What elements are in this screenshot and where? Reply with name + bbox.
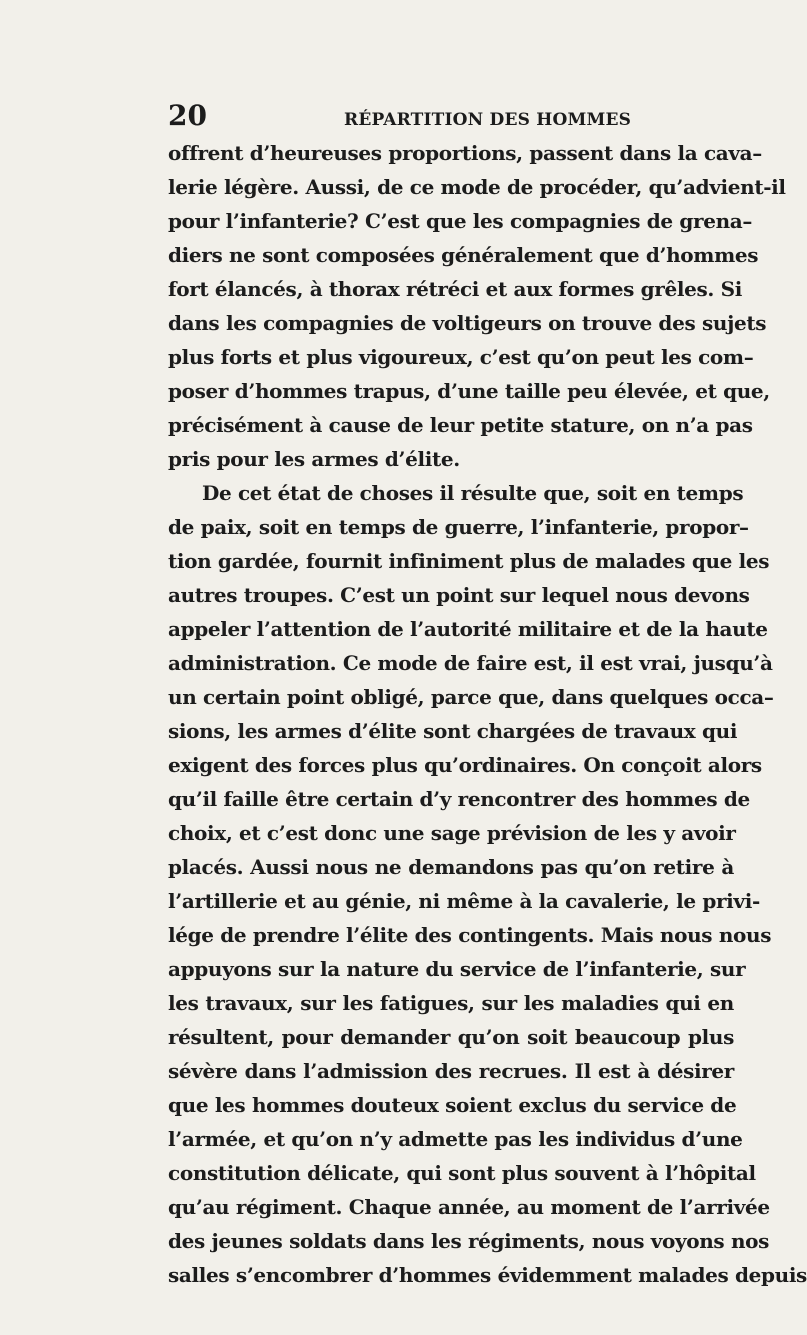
text-line: appuyons sur la nature du service de l’infanterie, sur — [168, 957, 746, 981]
text-line: salles s’encombrer d’hommes évidemment malades depuis — [168, 1263, 807, 1287]
text-line: lége de prendre l’élite des contingents. Mais nous nous — [168, 923, 772, 947]
text-line: offrent d’heureuses proportions, passent dans la cava– — [168, 141, 762, 165]
body-text — [168, 136, 807, 1287]
text-line: poser d’hommes trapus, d’une taille peu élevée, et que, — [168, 379, 770, 403]
text-line: appeler l’attention de l’autorité militaire et de la haute — [168, 617, 768, 641]
text-line: constitution délicate, qui sont plus souvent à l’hôpital — [168, 1161, 756, 1185]
text-line: lerie légère. Aussi, de ce mode de procéder, qu’advient-il — [168, 175, 786, 199]
page-header — [168, 96, 728, 136]
text-line: qu’il faille être certain d’y rencontrer des hommes de — [168, 787, 750, 811]
running-title: RÉPARTITION DES HOMMES — [344, 110, 632, 130]
text-line: l’armée, et qu’on n’y admette pas les individus d’une — [168, 1127, 743, 1151]
text-line: les travaux, sur les fatigues, sur les maladies qui en — [168, 991, 734, 1015]
text-line: que les hommes douteux soient exclus du service de — [168, 1093, 737, 1117]
text-line: autres troupes. C’est un point sur lequel nous devons — [168, 583, 750, 607]
text-line: pris pour les armes d’élite. — [168, 447, 460, 471]
text-line: tion gardée, fournit infiniment plus de malades que les — [168, 549, 770, 573]
text-line: précisément à cause de leur petite stature, on n’a pas — [168, 413, 753, 437]
text-line: sévère dans l’admission des recrues. Il est à désirer — [168, 1059, 734, 1083]
text-line: qu’au régiment. Chaque année, au moment de l’arrivée — [168, 1195, 770, 1219]
text-line: diers ne sont composées généralement que d’hommes — [168, 243, 759, 267]
text-line: de paix, soit en temps de guerre, l’infanterie, propor– — [168, 515, 749, 539]
text-line: plus forts et plus vigoureux, c’est qu’on peut les com– — [168, 345, 754, 369]
text-line: pour l’infanterie? C’est que les compagnies de grena– — [168, 209, 753, 233]
text-line: administration. Ce mode de faire est, il est vrai, jusqu’à — [168, 651, 773, 675]
text-line: choix, et c’est donc une sage prévision de les y avoir — [168, 821, 736, 845]
text-line: placés. Aussi nous ne demandons pas qu’on retire à — [168, 855, 734, 879]
text-line: exigent des forces plus qu’ordinaires. On conçoit alors — [168, 753, 762, 777]
text-line: De cet état de choses il résulte que, soit en temps — [202, 481, 744, 505]
text-line: sions, les armes d’élite sont chargées de travaux qui — [168, 719, 738, 743]
text-line: fort élancés, à thorax rétréci et aux formes grêles. Si — [168, 277, 742, 301]
text-line: l’artillerie et au génie, ni même à la cavalerie, le privi- — [168, 889, 760, 913]
text-line: un certain point obligé, parce que, dans quelques occa– — [168, 685, 774, 709]
page-number: 20 — [168, 99, 207, 132]
text-line: dans les compagnies de voltigeurs on trouve des sujets — [168, 311, 767, 335]
text-line: résultent, pour demander qu’on soit beaucoup plus — [168, 1025, 734, 1049]
text-line: des jeunes soldats dans les régiments, nous voyons nos — [168, 1229, 770, 1253]
